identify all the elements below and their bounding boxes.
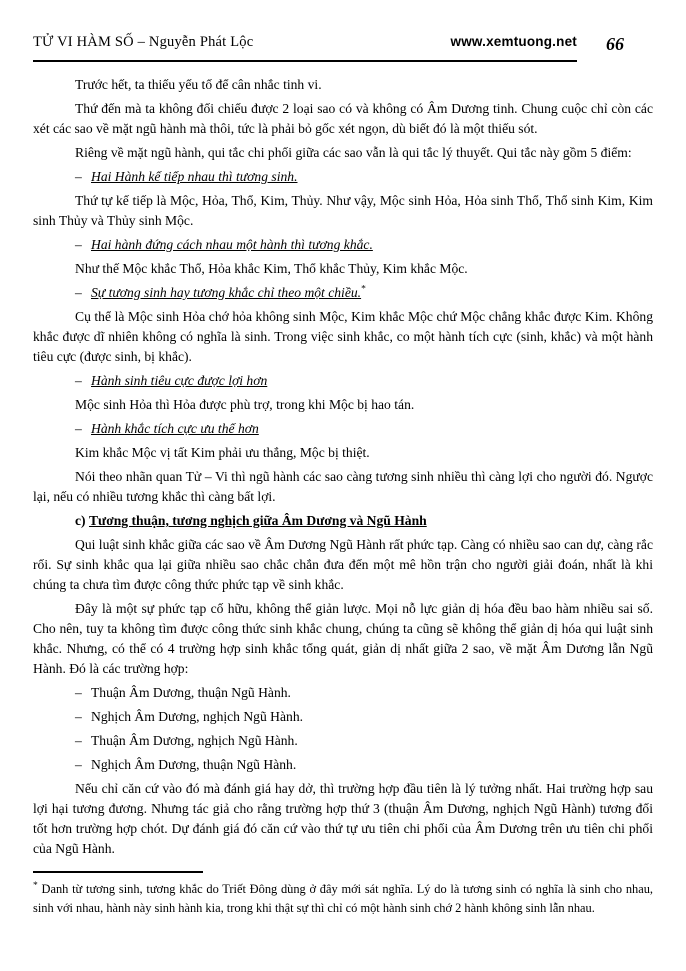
paragraph: Nói theo nhãn quan Tử – Vi thì ngũ hành các sao càng tương sinh nhiều thì càng lợi cho người đó. Ngược lại, nếu có nhiều tương khắc thì càng bất lợi. <box>33 469 653 504</box>
dash-bullet: – <box>75 285 82 300</box>
list-item-text: Hành sinh tiêu cực được lợi hơn <box>91 373 268 388</box>
paragraph: Thứ tự kế tiếp là Mộc, Hỏa, Thổ, Kim, Thủy. Như vậy, Mộc sinh Hỏa, Hỏa sinh Thổ, Thổ sinh Kim, Kim sinh Thủy và Thủy sinh Mộc. <box>33 193 653 228</box>
dash-bullet: – <box>75 733 82 748</box>
list-item-text: Sự tương sinh hay tương khắc chỉ theo một chiều. <box>91 285 362 300</box>
dash-bullet: – <box>75 169 82 184</box>
footnote <box>33 871 653 918</box>
list-item-text: Hai Hành kế tiếp nhau thì tương sinh. <box>91 169 298 184</box>
list-item <box>33 419 653 439</box>
paragraph: Nếu chỉ căn cứ vào đó mà đánh giá hay dở, thì trường hợp đầu tiên là lý tưởng nhất. Hai trường hợp sau lợi hại tương đương. Nhưng tác giả cho rằng trường hợp thứ 3 (thuận Âm Dương, nghịch Ngũ Hành) tương đối tốt hơn trường hợp chót. Dự đánh giá đó căn cứ vào thứ tự ưu tiên chi phối của Âm Dương trên ưu tiên chi phối của Ngũ Hành. <box>33 781 653 856</box>
book-title: TỬ VI HÀM SỐ – Nguyễn Phát Lộc <box>33 34 254 50</box>
list-item-text: Nghịch Âm Dương, thuận Ngũ Hành. <box>91 757 297 772</box>
footnote-marker: * <box>33 880 38 891</box>
paragraph: Trước hết, ta thiếu yếu tố để cân nhắc tinh vi. <box>75 77 322 92</box>
footnote-text <box>33 880 653 918</box>
list-item <box>33 283 653 303</box>
body-text <box>33 75 653 859</box>
footnote-divider <box>33 871 203 873</box>
paragraph: Mộc sinh Hỏa thì Hỏa được phù trợ, trong khi Mộc bị hao tán. <box>75 397 415 412</box>
paragraph: Qui luật sinh khắc giữa các sao về Âm Dương Ngũ Hành rất phức tạp. Càng có nhiều sao can dự, càng rắc rối. Sự sinh khắc qua lại giữa nhiều sao chắc chắn đưa đến một mê hồn trận cho người giải đoán, nhất là khi chúng ta chưa tìm được công thức phức tạp về sinh khắc. <box>33 537 653 592</box>
dash-bullet: – <box>75 709 82 724</box>
list-item-text: Hai hành đứng cách nhau một hành thì tương khắc. <box>91 237 373 252</box>
section-heading-prefix: c) <box>75 513 86 528</box>
list-item-text: Thuận Âm Dương, nghịch Ngũ Hành. <box>91 733 298 748</box>
list-item <box>33 167 653 187</box>
list-item <box>33 707 653 727</box>
dash-bullet: – <box>75 421 82 436</box>
section-heading-text: Tương thuận, tương nghịch giữa Âm Dương và Ngũ Hành <box>88 513 427 528</box>
dash-bullet: – <box>75 373 82 388</box>
list-item-text: Thuận Âm Dương, thuận Ngũ Hành. <box>91 685 291 700</box>
dash-bullet: – <box>75 237 82 252</box>
footnote-body: Danh từ tương sinh, tương khắc do Triết Đông dùng ở đây mới sát nghĩa. Lý do là tương sinh có nghĩa là sinh cho nhau, sinh với nhau, hành này sinh hành kia, trong khi thật sự thì chỉ có một hành sinh chớ 2 hành không sinh lẫn nhau. <box>33 882 653 915</box>
section-heading <box>33 511 653 531</box>
paragraph: Như thế Mộc khắc Thổ, Hỏa khắc Kim, Thổ khắc Thủy, Kim khắc Mộc. <box>75 261 468 276</box>
paragraph: Riêng về mặt ngũ hành, qui tắc chi phối giữa các sao vẫn là qui tắc lý thuyết. Qui tắc này gồm 5 điểm: <box>75 145 632 160</box>
page-number: 66 <box>606 34 624 54</box>
list-item <box>33 731 653 751</box>
footnote-marker-ref: * <box>361 284 366 295</box>
page-header <box>33 34 653 62</box>
paragraph: Đây là một sự phức tạp cố hữu, không thể giản lược. Mọi nỗ lực giản dị hóa đều bao hàm nhiều sai số. Cho nên, tuy ta không tìm được công thức sinh khắc chung, chúng ta cũng sẽ không thể giản dị hóa qui luật sinh khắc. Nhưng, có thể có 4 trường hợp sinh khắc tổng quát, giản dị nhất giữa 2 sao, về mặt Âm Dương lẫn Ngũ Hành. Đó là các trường hợp: <box>33 601 653 676</box>
list-item <box>33 683 653 703</box>
list-item <box>33 371 653 391</box>
list-item-text: Hành khắc tích cực ưu thế hơn <box>91 421 259 436</box>
list-item-text: Nghịch Âm Dương, nghịch Ngũ Hành. <box>91 709 304 724</box>
paragraph: Cụ thể là Mộc sinh Hỏa chớ hỏa không sinh Mộc, Kim khắc Mộc chứ Mộc chẳng khắc được Kim. Không khắc được dĩ nhiên không có nghĩa là sinh. Trong việc sinh khắc, co một hành tích cực (sinh, khắc) và một hành tiêu cực (được sinh, bị khắc). <box>33 309 653 364</box>
dash-bullet: – <box>75 685 82 700</box>
paragraph: Kim khắc Mộc vị tất Kim phải ưu thắng, Mộc bị thiệt. <box>75 445 370 460</box>
list-item <box>33 235 653 255</box>
dash-bullet: – <box>75 757 82 772</box>
website-url: www.xemtuong.net <box>450 34 577 49</box>
paragraph: Thứ đến mà ta không đối chiếu được 2 loại sao có và không có Âm Dương tinh. Chung cuộc chỉ còn các xét các sao về mặt ngũ hành mà thôi, tức là phải bỏ gốc xét ngọn, dù biết đó là một thiếu sót. <box>33 101 653 136</box>
header-rule-group <box>33 34 577 62</box>
list-item <box>33 755 653 775</box>
